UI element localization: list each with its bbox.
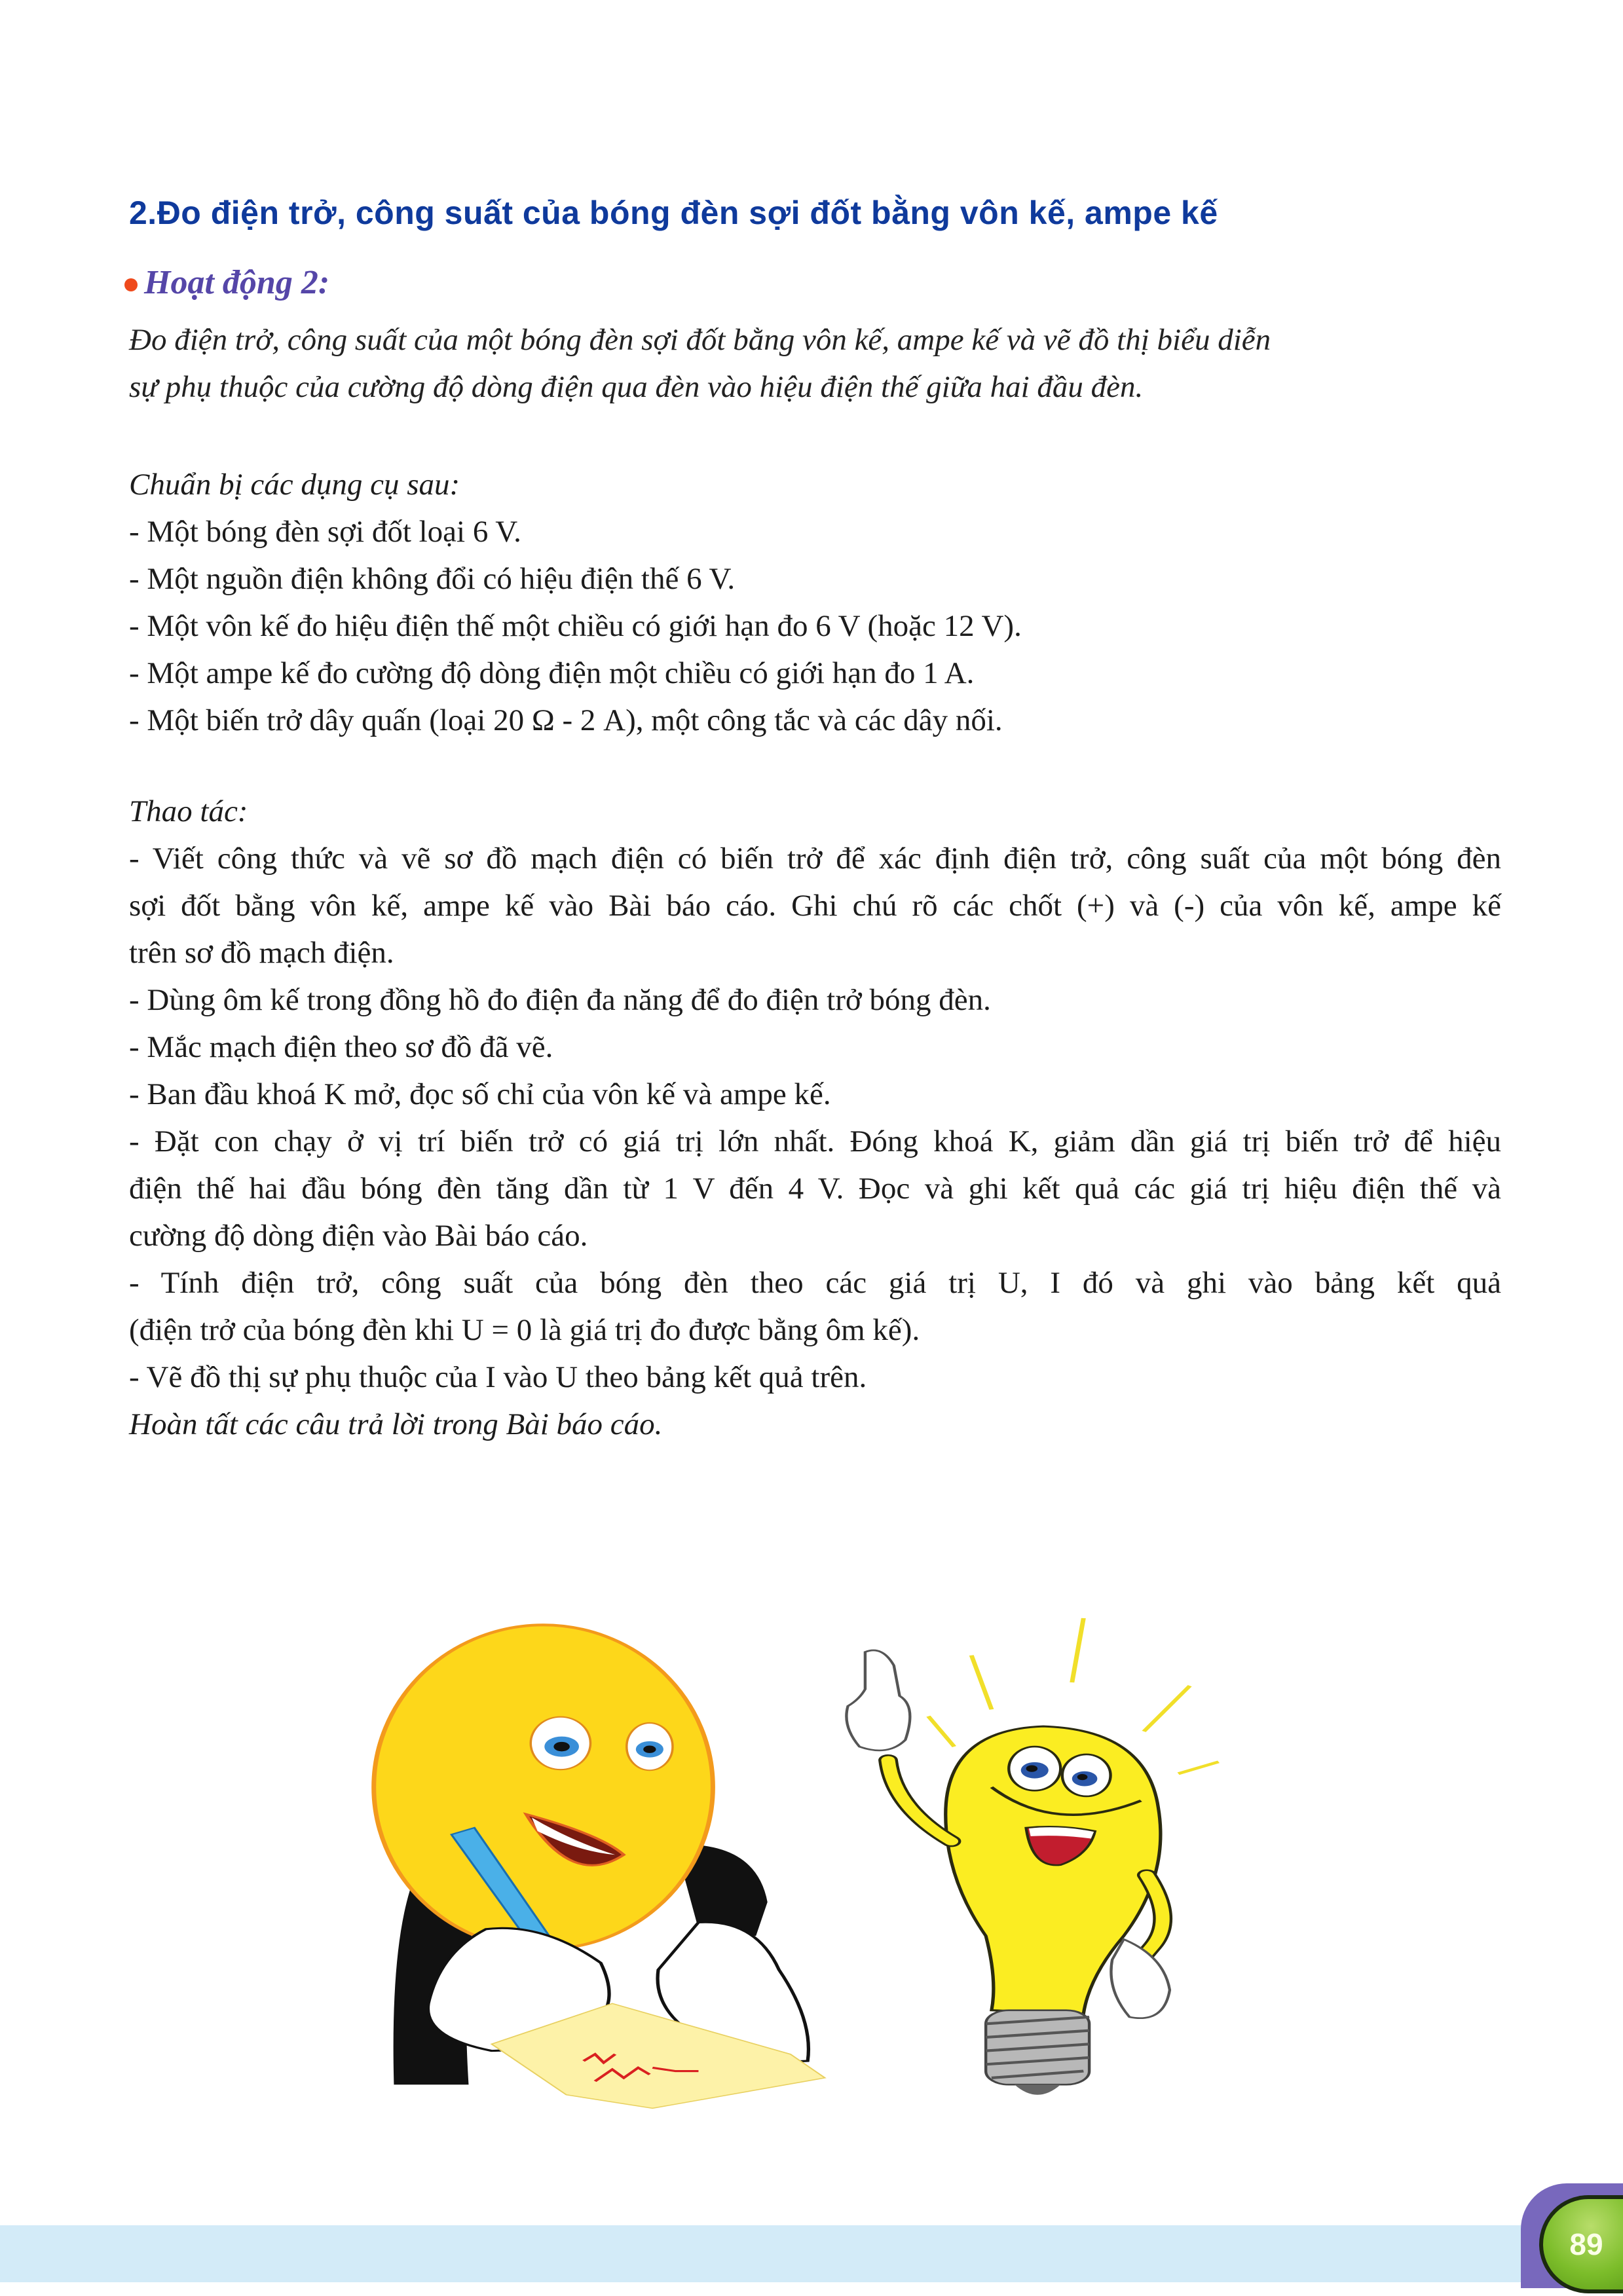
preparation-item: - Một nguồn điện không đổi có hiệu điện thế 6 V. [129,562,736,596]
page-number: 89 [1569,2227,1603,2261]
procedure-line: - Mắc mạch điện theo sơ đồ đã vẽ. [129,1030,553,1064]
illustration [354,1598,1244,2122]
activity-intro [129,316,1501,411]
preparation-item: - Một bóng đèn sợi đốt loại 6 V. [129,515,521,549]
activity-label: Hoạt động 2: [144,264,330,301]
preparation-item: - Một biến trở dây quấn (loại 20 Ω - 2 A), một công tắc và các dây nối. [129,703,1003,737]
preparation-heading: Chuẩn bị các dụng cụ sau: [129,468,460,502]
smiley-writing-icon [374,1625,825,2108]
preparation-section [129,461,1501,744]
intro-line: Đo điện trở, công suất của một bóng đèn sợi đốt bằng vôn kế, ampe kế và vẽ đồ thị biểu diễn [129,323,1271,357]
procedure-section [129,788,1501,1448]
procedure-line: sợi đốt bằng vôn kế, ampe kế vào Bài báo cáo. Ghi chú rõ các chốt (+) và (-) của vôn kế, ampe kế [129,889,1501,923]
procedure-line: trên sơ đồ mạch điện. [129,936,394,970]
activity-heading [124,263,329,302]
lightbulb-character-icon [846,1618,1218,2095]
procedure-line: - Tính điện trở, công suất của bóng đèn theo các giá trị U, I đó và ghi vào bảng kết quả [129,1266,1501,1300]
procedure-line: (điện trở của bóng đèn khi U = 0 là giá trị đo được bằng ôm kế). [129,1313,920,1347]
preparation-item: - Một ampe kế đo cường độ dòng điện một chiều có giới hạn đo 1 A. [129,656,975,690]
procedure-line: - Ban đầu khoá K mở, đọc số chỉ của vôn kế và ampe kế. [129,1077,831,1111]
procedure-line: - Dùng ôm kế trong đồng hồ đo điện đa năng để đo điện trở bóng đèn. [129,983,991,1017]
intro-line: sự phụ thuộc của cường độ dòng điện qua đèn vào hiệu điện thế giữa hai đầu đèn. [129,370,1144,404]
procedure-line: - Đặt con chạy ở vị trí biến trở có giá trị lớn nhất. Đóng khoá K, giảm dần giá trị biến trở để hiệu [129,1124,1501,1158]
preparation-item: - Một vôn kế đo hiệu điện thế một chiều có giới hạn đo 6 V (hoặc 12 V). [129,609,1022,643]
procedure-line: điện thế hai đầu bóng đèn tăng dần từ 1 V đến 4 V. Đọc và ghi kết quả các giá trị hiệu điện thế và [129,1172,1501,1206]
procedure-closing: Hoàn tất các câu trả lời trong Bài báo cáo. [129,1407,663,1441]
procedure-line: cường độ dòng điện vào Bài báo cáo. [129,1219,588,1253]
procedure-line: - Viết công thức và vẽ sơ đồ mạch điện có biến trở để xác định điện trở, công suất của một bóng đèn [129,842,1501,876]
section-title: 2.Đo điện trở, công suất của bóng đèn sợi đốt bằng vôn kế, ampe kế [129,194,1218,231]
procedure-heading: Thao tác: [129,794,248,828]
bullet-dot-icon [124,278,138,291]
footer-band [0,2225,1533,2282]
procedure-line: - Vẽ đồ thị sự phụ thuộc của I vào U theo bảng kết quả trên. [129,1360,867,1394]
